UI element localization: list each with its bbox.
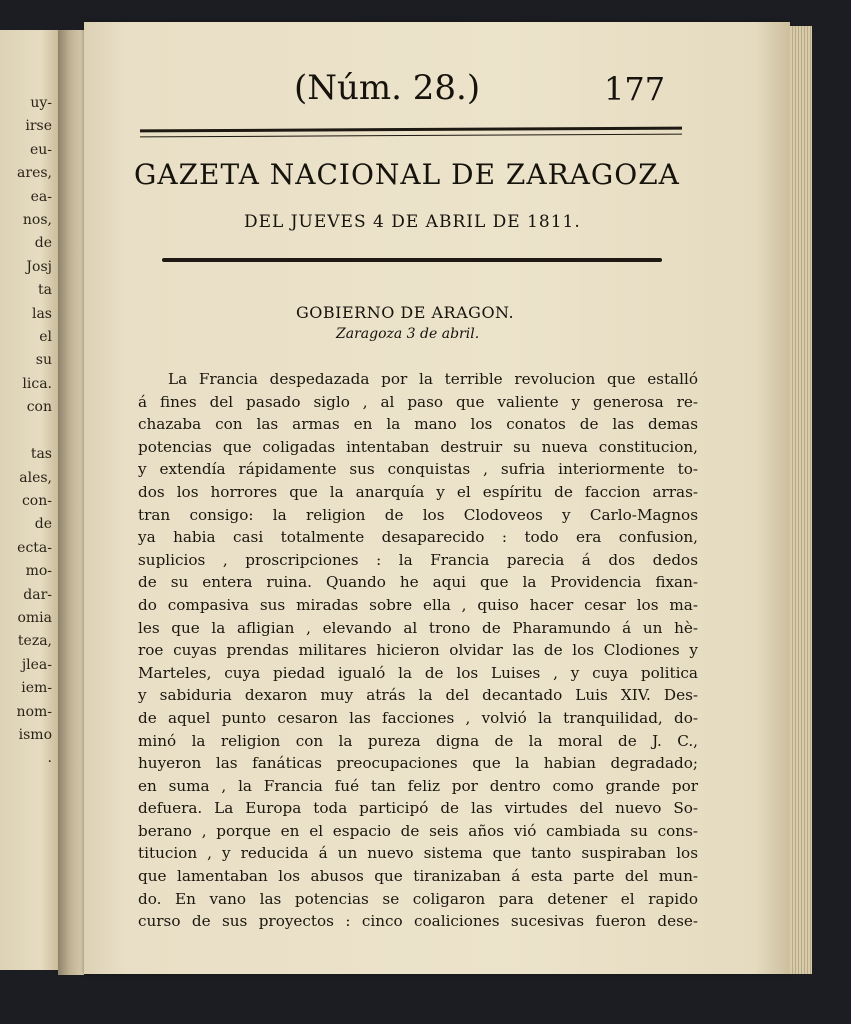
- article-line: Marteles, cuya piedad igualó la de los Luises , y cuya politica: [138, 663, 698, 682]
- left-page-line: dar-: [23, 586, 52, 603]
- left-page-line: mo-: [25, 563, 52, 580]
- article-line: suplicios , proscripciones : la Francia parecia á dos dedos: [138, 550, 698, 569]
- left-page-line: omia: [17, 609, 52, 626]
- left-page-line: jlea-: [21, 656, 52, 673]
- article-line: berano , porque en el espacio de seis años vió cambiada su cons-: [138, 821, 698, 840]
- article-line: y extendía rápidamente sus conquistas , sufria interiormente to-: [138, 460, 698, 479]
- article-line: do compasiva sus miradas sobre ella , quiso hacer cesar los ma-: [138, 595, 698, 614]
- section-dateline: Zaragoza 3 de abril.: [336, 326, 480, 342]
- article-line: do. En vano las potencias se coligaron para detener el rapido: [138, 889, 698, 908]
- article-line: potencias que coligadas intentaban destruir su nueva constitucion,: [138, 437, 698, 456]
- left-page-line: con-: [21, 492, 52, 509]
- left-page-line: su: [35, 352, 52, 369]
- article-line: tran consigo: la religion de los Clodoveos y Carlo-Magnos: [138, 505, 698, 524]
- left-page-line: uy-: [30, 95, 52, 111]
- article-line: y sabiduria dexaron muy atrás la del decantado Luis XIV. Des-: [138, 686, 698, 705]
- left-page-line: ecta-: [17, 539, 52, 556]
- left-page-line: ismo: [18, 726, 52, 743]
- article-line: á fines del pasado siglo , al paso que valiente y generosa re-: [138, 392, 698, 411]
- left-page-text-fragments: [0, 92, 52, 771]
- left-page-line: irse: [25, 118, 52, 135]
- article-line: roe cuyas prendas militares hicieron olvidar las de los Clodiones y: [138, 641, 698, 660]
- article-line: minó la religion con la pureza digna de la moral de J. C.,: [138, 731, 698, 750]
- left-page-line: las: [31, 305, 52, 322]
- article-line: chazaba con las armas en la mano los conatos de las demas: [138, 415, 698, 434]
- article-line: de aquel punto cesaron las facciones , volvió la tranquilidad, do-: [138, 708, 698, 727]
- issue-date: DEL JUEVES 4 DE ABRIL DE 1811.: [244, 212, 581, 232]
- left-page-line: ares,: [17, 165, 52, 182]
- article-body: [138, 368, 698, 933]
- article-line: en suma , la Francia fué tan feliz por dentro como grande por: [138, 776, 698, 795]
- left-page-line: de: [34, 516, 52, 533]
- left-page-line: el: [39, 329, 52, 346]
- left-page-line: ales,: [19, 469, 52, 486]
- left-page-line: eu-: [29, 141, 52, 158]
- article-line: defuera. La Europa toda participó de las virtudes del nuevo So-: [138, 799, 698, 818]
- left-page-line: nos,: [22, 212, 52, 229]
- page-edge: [790, 26, 812, 974]
- left-page-line: Josj: [26, 258, 52, 275]
- left-page: [0, 30, 58, 970]
- book-gutter: [58, 30, 84, 975]
- left-page-line: de: [34, 235, 52, 252]
- left-page-line: .: [47, 750, 52, 767]
- article-line: de su entera ruina. Quando he aqui que la Providencia fixan-: [138, 573, 698, 592]
- page-number: 177: [604, 70, 666, 108]
- issue-number: (Núm. 28.): [294, 68, 481, 108]
- left-page-line: ta: [38, 282, 52, 299]
- newspaper-title: GAZETA NACIONAL DE ZARAGOZA: [134, 158, 680, 191]
- article-line: curso de sus proyectos : cinco coaliciones sucesivas fueron dese-: [138, 912, 698, 931]
- left-page-line: con: [26, 399, 52, 416]
- left-page-line: teza,: [17, 633, 52, 650]
- left-page-line: ea-: [30, 188, 52, 205]
- article-line: La Francia despedazada por la terrible revolucion que estalló: [168, 370, 698, 388]
- article-line: huyeron las fanáticas preocupaciones que la habian degradado;: [138, 754, 698, 773]
- left-page-line: lica.: [22, 375, 52, 392]
- section-heading: GOBIERNO DE ARAGON.: [296, 303, 515, 322]
- left-page-line: iem-: [21, 680, 52, 697]
- left-page-line: nom-: [16, 703, 52, 720]
- article-line: les que la afligian , elevando al trono de Pharamundo á un hè-: [138, 618, 698, 637]
- article-line: titucion , y reducida á un nuevo sistema que tanto suspiraban los: [138, 844, 698, 863]
- header-rule: [162, 258, 662, 262]
- article-line: que lamentaban los abusos que tiranizaban á esta parte del mun-: [138, 867, 698, 886]
- left-page-line: tas: [30, 446, 52, 463]
- left-page-line: [0, 420, 52, 443]
- article-line: ya habia casi totalmente desaparecido : todo era confusion,: [138, 528, 698, 547]
- article-line: dos los horrores que la anarquía y el espíritu de faccion arras-: [138, 482, 698, 501]
